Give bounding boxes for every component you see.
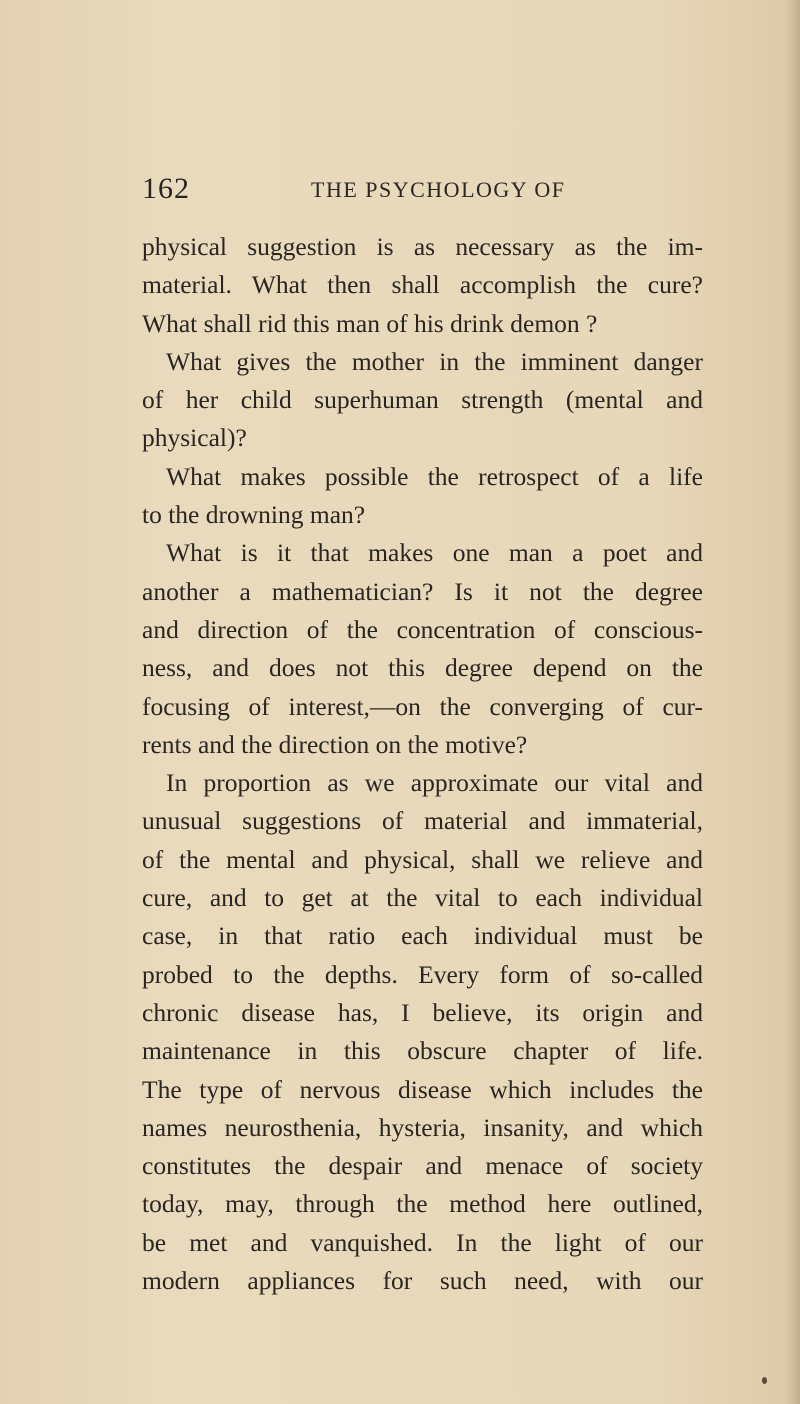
text-line: physical suggestion is as necessary as the im- — [142, 232, 703, 261]
text-line: material. What then shall accomplish the cure? — [142, 270, 703, 300]
text-line: constitutes the despair and menace of society — [142, 1151, 703, 1181]
page-edge-shadow — [786, 0, 800, 1404]
text-line: to the drowning man? — [142, 500, 366, 530]
text-line: What gives the mother in the imminent danger — [166, 346, 703, 376]
text-line: of her child superhuman strength (mental and — [142, 385, 703, 415]
text-line: names neurosthenia, hysteria, insanity, and which — [142, 1112, 703, 1142]
page-number: 162 — [142, 172, 190, 205]
text-line: be met and vanquished. In the light of our — [142, 1227, 703, 1257]
text-line: What is it that makes one man a poet and — [166, 538, 703, 568]
text-line: another a mathematician? Is it not the degree — [142, 576, 703, 606]
text-line: The type of nervous disease which includes the — [142, 1074, 703, 1104]
ink-speck — [762, 1377, 767, 1384]
text-line: rents and the direction on the motive? — [142, 729, 528, 759]
text-line: focusing of interest,—on the converging of cur- — [142, 691, 703, 721]
text-line: ness, and does not this degree depend on the — [142, 653, 703, 683]
text-line: physical)? — [142, 423, 247, 453]
text-line: unusual suggestions of material and immaterial, — [142, 806, 703, 836]
running-head: THE PSYCHOLOGY OF — [311, 177, 566, 202]
text-line: probed to the depths. Every form of so-called — [142, 959, 703, 989]
text-line: cure, and to get at the vital to each individual — [142, 883, 703, 913]
text-line: chronic disease has, I believe, its origin and — [142, 997, 703, 1027]
text-line: of the mental and physical, shall we relieve and — [142, 844, 703, 874]
text-line: What makes possible the retrospect of a life — [166, 461, 703, 491]
body-text — [142, 228, 703, 1300]
text-line: and direction of the concentration of conscious- — [142, 614, 703, 644]
page-header — [142, 172, 702, 212]
text-line: modern appliances for such need, with our — [142, 1266, 703, 1296]
text-line: What shall rid this man of his drink demon ? — [142, 308, 598, 338]
text-line: In proportion as we approximate our vital and — [166, 768, 703, 798]
text-line: today, may, through the method here outlined, — [142, 1189, 703, 1219]
text-line: maintenance in this obscure chapter of life. — [142, 1036, 703, 1066]
text-line: case, in that ratio each individual must be — [142, 921, 703, 951]
